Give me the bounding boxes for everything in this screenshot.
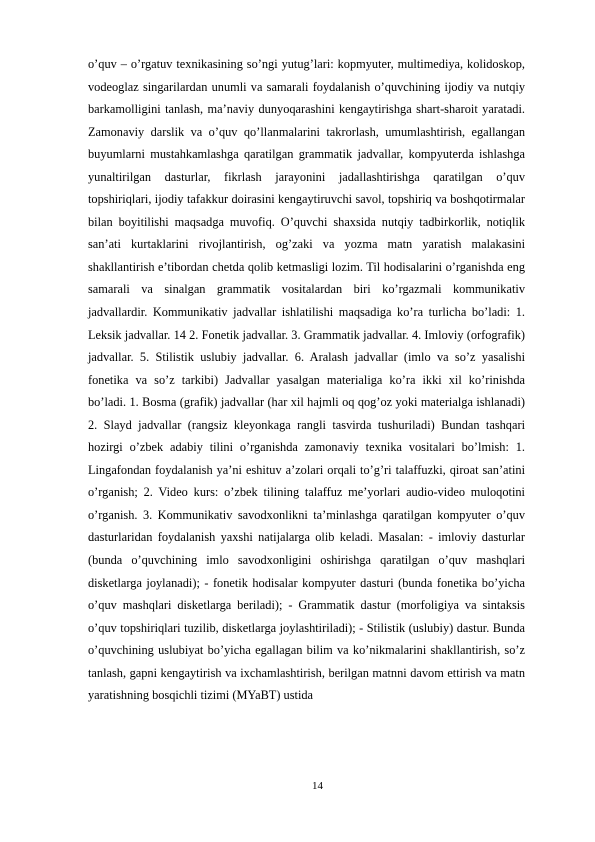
body-paragraph: o’quv – o’rgatuv texnikasining so’ngi yutug’lari: kopmyuter, multimediya, kolidoskop, vodeoglaz singarilardan unumli va samarali foydalanish o’quvchining ijodiy va nutqiy barkamolligini tanlash, ma’naviy dunyoqarashini kengaytirishga shart-sharoit yaratadi. Zamonaviy darslik va o’quv qo’llanmalarini takrorlash, umumlashtirish, egallangan buyumlarni mustahkamlashga qaratilgan grammatik jadvallar, kompyuterda ishlashga yunaltirilgan dasturlar, fikrlash jarayonini jadallashtirishga qaratilgan o’quv topshiriqlari, ijodiy tafakkur doirasini kengaytiruvchi savol, topshiriq va boshqotirmalar bilan boyitilishi maqsadga muvofiq. O’quvchi shaxsida nutqiy tadbirkorlik, notiqlik san’ati kurtaklarini rivojlantirish, og’zaki va yozma matn yaratish malakasini shakllantirish e’tibordan chetda qolib ketmasligi lozim. Til hodisalarini o’rganishda eng samarali va sinalgan grammatik vositalardan biri ko’rgazmali kommunikativ jadvallardir. Kommunikativ jadvallar ishlatilishi maqsadiga ko’ra turlicha bo’ladi: 1. Leksik jadvallar. 14 2. Fonetik jadvallar. 3. Grammatik jadvallar. 4. Imloviy (orfografik) jadvallar. 5. Stilistik uslubiy jadvallar. 6. Aralash jadvallar (imlo va so’z yasalishi fonetika va so’z tarkibi) Jadvallar yasalgan materialiga ko’ra ikki xil ko’rinishda bo’ladi. 1. Bosma (grafik) jadvallar (har xil hajmli oq qog’oz yoki materialga ishlanadi) 2. Slayd jadvallar (rangsiz kleyonkaga rangli tasvirda tushuriladi) Bundan tashqari hozirgi o’zbek adabiy tilini o’rganishda zamonaviy texnika vositalari bo’lmish: 1. Lingafondan foydalanish ya’ni eshituv a’zolari orqali to’g’ri talaffuzki, qiroat san’atini o’rganish; 2. Video kurs: o’zbek tilining talaffuz me’yorlari audio-video muloqotini o’rganish. 3. Kommunikativ savodxonlikni ta’minlashga qaratilgan kompyuter o’quv dasturlaridan foydalanish yaxshi natijalarga olib keladi. Masalan: - imloviy dasturlar (bunda o’quvchining imlo savodxonligini oshirishga qaratilgan o’quv mashqlari disketlarga joylanadi); - fonetik hodisalar kompyuter dasturi (bunda fonetika bo’yicha o’quv mashqlari disketlarga beriladi); - Grammatik dastur (morfoligiya va sintaksis o’quv topshiriqlari tuzilib, disketlarga joylashtiriladi); - Stilistik (uslubiy) dastur. Bunda o’quvchining uslubiyat bo’yicha egallagan bilim va ko’nikmalarini shakllantirish, so’z tanlash, gapni kengaytirish va ixchamlashtirish, berilgan matnni davom ettirish va matn yaratishning bosqichli tizimi (MYaBT) ustida: [88, 57, 525, 703]
page-number: 14: [312, 780, 323, 792]
